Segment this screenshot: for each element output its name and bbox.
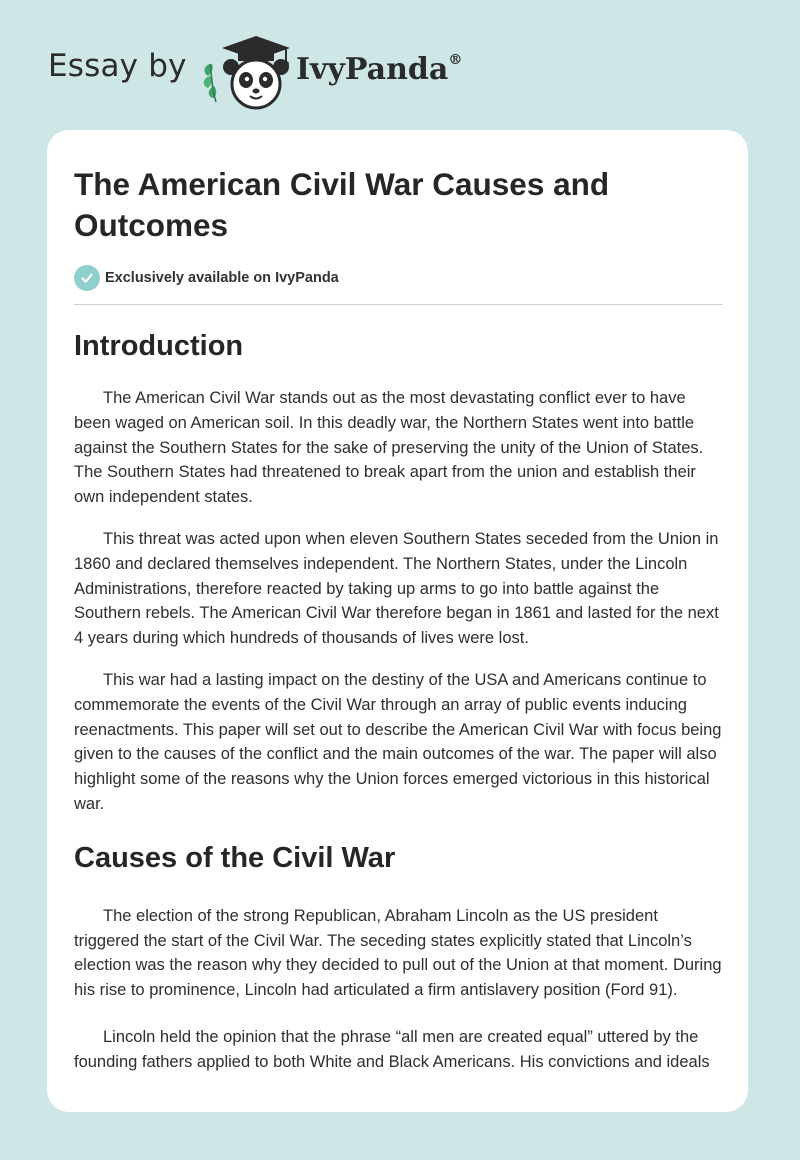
brand-text: IvyPanda bbox=[296, 52, 449, 87]
ivy-leaf-icon bbox=[204, 64, 217, 102]
exclusive-badge bbox=[74, 264, 723, 292]
exclusive-badge-label: Exclusively available on IvyPanda bbox=[105, 270, 339, 286]
paragraph: This threat was acted upon when eleven Southern States seceded from the Union in 1860 and declared themselves independent. The Northern States, under the Lincoln Administrations, therefore reacted by taking up arms to go into battle against the Southern rebels. The American Civil War therefore began in 1861 and lasted for the next 4 years during which hundreds of thousands of lives were lost. bbox=[74, 529, 719, 648]
essay-card bbox=[47, 130, 748, 1112]
paragraph: The election of the strong Republican, Abraham Lincoln as the US president triggered the start of the Civil War. The seceding states explicitly stated that Lincoln’s election was the reason why they decided to pull out of the Union at that moment. During his rise to prominence, Lincoln had articulated a firm antislavery position (Ford 91). bbox=[74, 906, 722, 1000]
essay-title: The American Civil War Causes and Outcomes bbox=[74, 166, 610, 243]
essay-content bbox=[74, 164, 723, 1075]
brand-name[interactable] bbox=[296, 52, 462, 87]
paragraph: Lincoln held the opinion that the phrase “all men are created equal” uttered by the founding fathers applied to both White and Black Americans. His convictions and ideals bbox=[74, 1027, 710, 1071]
paragraph: The American Civil War stands out as the most devastating conflict ever to have been waged on American soil. In this deadly war, the Northern States went into battle against the Southern States for the sake of preserving the unity of the Union of States. The Southern States had threatened to break apart from the union and establish their own independent states. bbox=[74, 389, 704, 507]
title-divider bbox=[74, 304, 723, 305]
registered-mark: ® bbox=[448, 52, 463, 68]
section-heading-causes: Causes of the Civil War bbox=[74, 841, 396, 874]
paragraph: This war had a lasting impact on the destiny of the USA and Americans continue to commemorate the events of the Civil War through an array of public events inducing reenactments. This paper will set out to describe the American Civil War with focus being given to the causes of the conflict and the main outcomes of the war. The paper will also highlight some of the reasons why the Union forces emerged victorious in this historical war. bbox=[74, 670, 722, 813]
essay-by-label: Essay by bbox=[48, 48, 187, 84]
section-heading-introduction: Introduction bbox=[74, 330, 244, 362]
check-icon bbox=[74, 265, 100, 291]
panda-logo-icon[interactable] bbox=[198, 34, 294, 110]
site-header bbox=[0, 0, 800, 130]
